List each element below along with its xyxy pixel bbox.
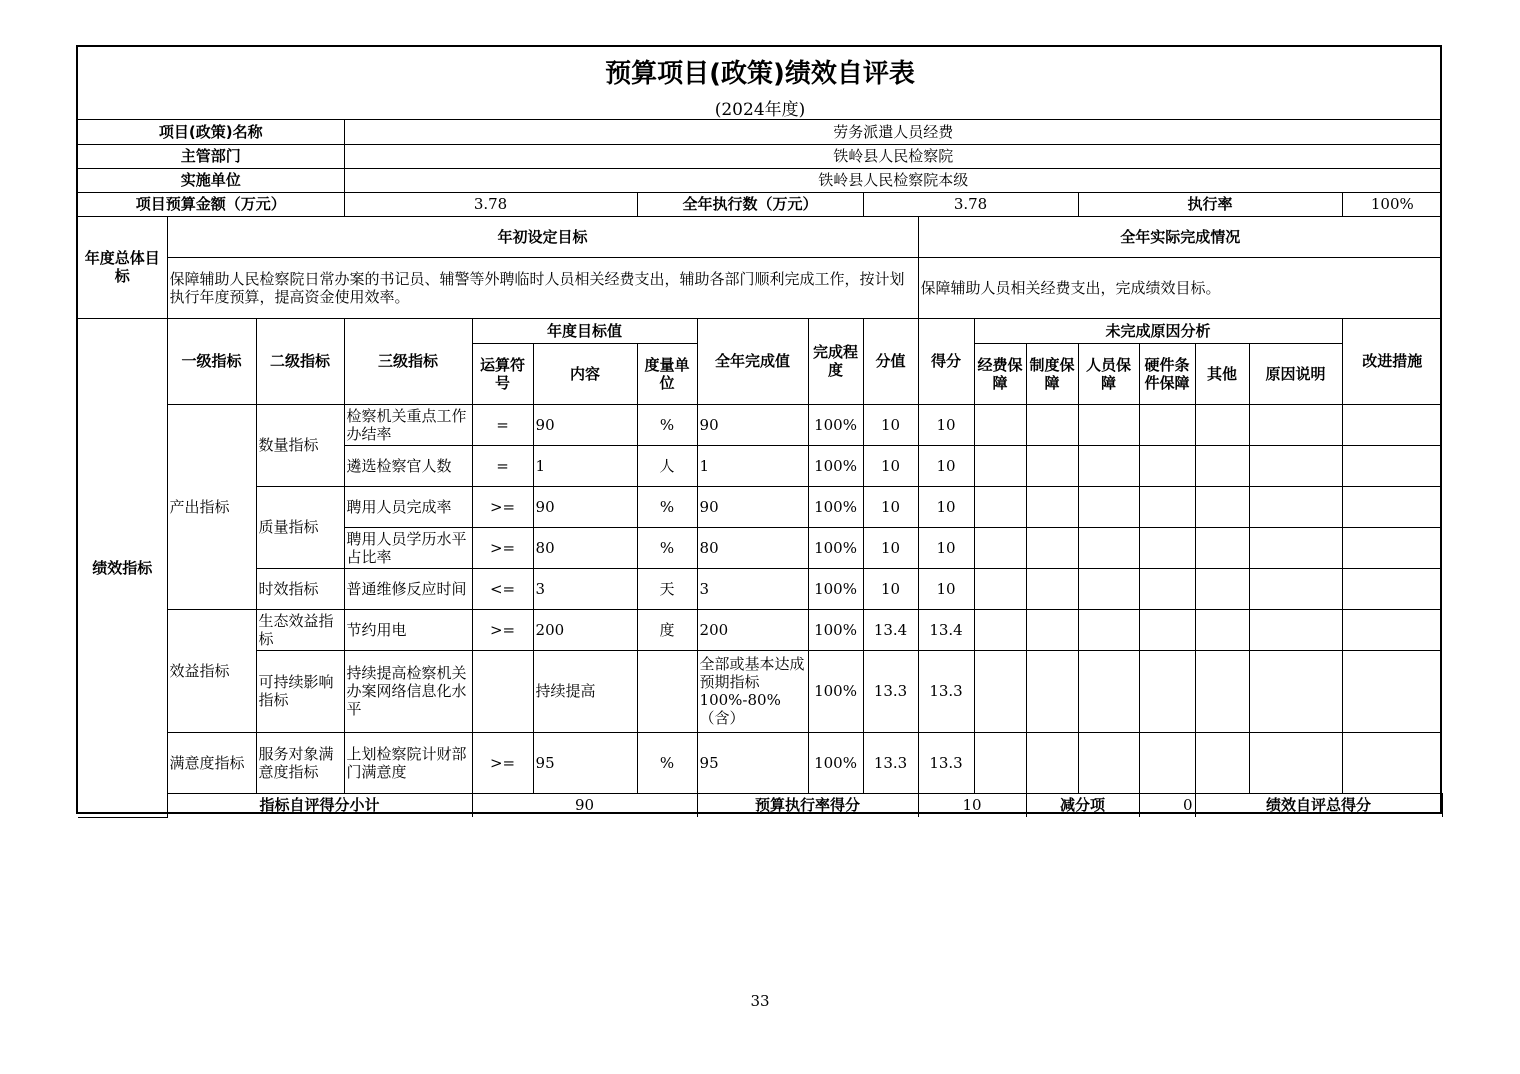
op-cell: >= <box>472 609 533 650</box>
reason-cell <box>974 609 1026 650</box>
reason-cell <box>1026 732 1078 793</box>
actual-cell: 95 <box>697 732 808 793</box>
op-cell <box>472 650 533 732</box>
indicator-row <box>78 609 1442 650</box>
reason-cell <box>1195 404 1249 445</box>
content-cell: 80 <box>533 527 637 568</box>
score-cell: 10 <box>918 527 974 568</box>
budget-label: 项目预算金额（万元） <box>78 192 344 216</box>
reason-cell <box>1026 650 1078 732</box>
level2-service-satisfaction: 服务对象满意度指标 <box>256 732 344 793</box>
reason-cell <box>1139 609 1195 650</box>
op-cell: >= <box>472 527 533 568</box>
header-improve: 改进措施 <box>1342 318 1442 404</box>
reason-cell <box>1139 568 1195 609</box>
actual-cell: 3 <box>697 568 808 609</box>
actual-cell: 1 <box>697 445 808 486</box>
reason-cell <box>974 568 1026 609</box>
improve-cell <box>1342 568 1442 609</box>
level3-name: 遴选检察官人数 <box>344 445 472 486</box>
reason-cell <box>1078 527 1139 568</box>
reason-cell <box>1139 445 1195 486</box>
level3-name: 检察机关重点工作办结率 <box>344 404 472 445</box>
header-content: 内容 <box>533 343 637 404</box>
header-reason-system: 制度保障 <box>1026 343 1078 404</box>
improve-cell <box>1342 650 1442 732</box>
reason-cell <box>1249 527 1342 568</box>
completion-cell: 100% <box>808 650 863 732</box>
reason-cell <box>1249 445 1342 486</box>
reason-cell <box>1026 445 1078 486</box>
level3-name: 聘用人员学历水平占比率 <box>344 527 472 568</box>
completion-cell: 100% <box>808 404 863 445</box>
level3-name: 上划检察院计财部门满意度 <box>344 732 472 793</box>
subtotal-label: 指标自评得分小计 <box>167 793 472 817</box>
score-cell: 13.3 <box>918 650 974 732</box>
completion-cell: 100% <box>808 486 863 527</box>
indicator-row <box>78 732 1442 793</box>
content-cell: 200 <box>533 609 637 650</box>
header-reason-funding: 经费保障 <box>974 343 1026 404</box>
completion-cell: 100% <box>808 568 863 609</box>
header-reason-note: 原因说明 <box>1249 343 1342 404</box>
indicator-row <box>78 650 1442 732</box>
content-cell: 3 <box>533 568 637 609</box>
budget-value: 3.78 <box>344 192 637 216</box>
value-cell: 10 <box>863 527 918 568</box>
reason-cell <box>1249 732 1342 793</box>
project-name-value: 劳务派遣人员经费 <box>344 120 1442 144</box>
score-cell: 10 <box>918 404 974 445</box>
reason-cell <box>1195 650 1249 732</box>
form-title: 预算项目(政策)绩效自评表 <box>605 59 915 89</box>
level1-output: 产出指标 <box>167 404 256 609</box>
info-row-budget <box>78 192 1442 216</box>
unit-cell: % <box>637 486 697 527</box>
content-cell: 90 <box>533 486 637 527</box>
unit-cell: 度 <box>637 609 697 650</box>
goal-actual-label: 全年实际完成情况 <box>918 216 1442 257</box>
completion-cell: 100% <box>808 609 863 650</box>
reason-cell <box>1026 486 1078 527</box>
score-cell: 13.3 <box>918 732 974 793</box>
reason-cell <box>1078 609 1139 650</box>
unit-cell: 天 <box>637 568 697 609</box>
level1-satisfaction: 满意度指标 <box>167 732 256 793</box>
level2-ecological: 生态效益指标 <box>256 609 344 650</box>
reason-cell <box>974 650 1026 732</box>
reason-cell <box>1139 486 1195 527</box>
content-cell: 1 <box>533 445 637 486</box>
reason-cell <box>1139 650 1195 732</box>
project-name-label: 项目(政策)名称 <box>78 120 344 144</box>
header-score-value: 分值 <box>863 318 918 404</box>
header-target-group: 年度目标值 <box>472 318 697 343</box>
reason-cell <box>974 732 1026 793</box>
goal-text-row <box>78 257 1442 318</box>
unit-cell: 人 <box>637 445 697 486</box>
completion-cell: 100% <box>808 445 863 486</box>
reason-cell <box>1078 568 1139 609</box>
level2-timeliness: 时效指标 <box>256 568 344 609</box>
reason-cell <box>1195 732 1249 793</box>
level2-sustainability: 可持续影响指标 <box>256 650 344 732</box>
header-completion: 完成程度 <box>808 318 863 404</box>
value-cell: 13.4 <box>863 609 918 650</box>
reason-cell <box>1195 609 1249 650</box>
value-cell: 10 <box>863 445 918 486</box>
header-reason-group: 未完成原因分析 <box>974 318 1342 343</box>
reason-cell <box>974 404 1026 445</box>
level3-name: 节约用电 <box>344 609 472 650</box>
rate-label: 执行率 <box>1078 192 1342 216</box>
header-score: 得分 <box>918 318 974 404</box>
header-level3: 三级指标 <box>344 318 472 404</box>
reason-cell <box>1195 445 1249 486</box>
subtotal-value: 90 <box>472 793 697 817</box>
op-cell: >= <box>472 486 533 527</box>
header-unit: 度量单位 <box>637 343 697 404</box>
reason-cell <box>1078 445 1139 486</box>
reason-cell <box>1078 404 1139 445</box>
improve-cell <box>1342 609 1442 650</box>
reason-cell <box>974 527 1026 568</box>
rate-value: 100% <box>1342 192 1442 216</box>
header-reason-other: 其他 <box>1195 343 1249 404</box>
reason-cell <box>1249 650 1342 732</box>
op-cell: <= <box>472 568 533 609</box>
reason-cell <box>1026 568 1078 609</box>
value-cell: 13.3 <box>863 650 918 732</box>
level2-quantity: 数量指标 <box>256 404 344 486</box>
actual-cell: 200 <box>697 609 808 650</box>
level3-name: 持续提高检察机关办案网络信息化水平 <box>344 650 472 732</box>
improve-cell <box>1342 732 1442 793</box>
value-cell: 10 <box>863 404 918 445</box>
reason-cell <box>1139 527 1195 568</box>
content-cell: 95 <box>533 732 637 793</box>
reason-cell <box>1139 732 1195 793</box>
content-cell: 90 <box>533 404 637 445</box>
actual-cell: 全部或基本达成预期指标100%-80%（含） <box>697 650 808 732</box>
total-score-label: 绩效自评总得分 <box>1195 793 1442 817</box>
budget-score-value: 10 <box>918 793 1026 817</box>
footer-row <box>78 793 1442 817</box>
reason-cell <box>1249 609 1342 650</box>
completion-cell: 100% <box>808 732 863 793</box>
actual-cell: 90 <box>697 404 808 445</box>
improve-cell <box>1342 486 1442 527</box>
title-block <box>78 47 1442 120</box>
header-op: 运算符号 <box>472 343 533 404</box>
annual-goal-label: 年度总体目标 <box>78 216 167 318</box>
header-actual: 全年完成值 <box>697 318 808 404</box>
improve-cell <box>1342 404 1442 445</box>
reason-cell <box>1195 527 1249 568</box>
evaluation-table <box>78 120 1442 818</box>
header-reason-staff: 人员保障 <box>1078 343 1139 404</box>
goal-header-row <box>78 216 1442 257</box>
evaluation-sheet <box>76 45 1442 814</box>
reason-cell <box>1078 650 1139 732</box>
page-number: 33 <box>750 992 770 1010</box>
info-row-unit <box>78 168 1442 192</box>
score-cell: 10 <box>918 486 974 527</box>
content-cell: 持续提高 <box>533 650 637 732</box>
score-cell: 13.4 <box>918 609 974 650</box>
form-year: (2024年度) <box>714 100 806 120</box>
level1-benefit: 效益指标 <box>167 609 256 732</box>
reason-cell <box>1249 568 1342 609</box>
actual-cell: 90 <box>697 486 808 527</box>
exec-value: 3.78 <box>863 192 1078 216</box>
op-cell: = <box>472 404 533 445</box>
reason-cell <box>1249 486 1342 527</box>
exec-label: 全年执行数（万元） <box>637 192 863 216</box>
reason-cell <box>1195 568 1249 609</box>
score-cell: 10 <box>918 445 974 486</box>
reason-cell <box>974 445 1026 486</box>
deduct-label: 减分项 <box>1026 793 1139 817</box>
dept-label: 主管部门 <box>78 144 344 168</box>
reason-cell <box>1249 404 1342 445</box>
header-level1: 一级指标 <box>167 318 256 404</box>
indicator-row <box>78 404 1442 445</box>
indicator-row <box>78 486 1442 527</box>
reason-cell <box>1078 486 1139 527</box>
header-reason-hardware: 硬件条件保障 <box>1139 343 1195 404</box>
indicator-row <box>78 568 1442 609</box>
value-cell: 13.3 <box>863 732 918 793</box>
indicator-header-row-1 <box>78 318 1442 343</box>
score-cell: 10 <box>918 568 974 609</box>
unit-value: 铁岭县人民检察院本级 <box>344 168 1442 192</box>
unit-cell <box>637 650 697 732</box>
info-row-dept <box>78 144 1442 168</box>
value-cell: 10 <box>863 486 918 527</box>
info-row-project <box>78 120 1442 144</box>
actual-cell: 80 <box>697 527 808 568</box>
header-level2: 二级指标 <box>256 318 344 404</box>
dept-value: 铁岭县人民检察院 <box>344 144 1442 168</box>
reason-cell <box>1139 404 1195 445</box>
unit-cell: % <box>637 404 697 445</box>
level3-name: 普通维修反应时间 <box>344 568 472 609</box>
level3-name: 聘用人员完成率 <box>344 486 472 527</box>
unit-cell: % <box>637 527 697 568</box>
level2-quality: 质量指标 <box>256 486 344 568</box>
reason-cell <box>1026 404 1078 445</box>
goal-initial-label: 年初设定目标 <box>167 216 918 257</box>
unit-cell: % <box>637 732 697 793</box>
reason-cell <box>974 486 1026 527</box>
value-cell: 10 <box>863 568 918 609</box>
improve-cell <box>1342 445 1442 486</box>
reason-cell <box>1026 527 1078 568</box>
op-cell: >= <box>472 732 533 793</box>
reason-cell <box>1078 732 1139 793</box>
completion-cell: 100% <box>808 527 863 568</box>
reason-cell <box>1026 609 1078 650</box>
unit-label: 实施单位 <box>78 168 344 192</box>
improve-cell <box>1342 527 1442 568</box>
reason-cell <box>1195 486 1249 527</box>
op-cell: = <box>472 445 533 486</box>
budget-score-label: 预算执行率得分 <box>697 793 918 817</box>
deduct-value: 0 <box>1139 793 1195 817</box>
goal-actual-text: 保障辅助人员相关经费支出，完成绩效目标。 <box>918 257 1442 318</box>
performance-indicator-label: 绩效指标 <box>78 318 167 817</box>
goal-initial-text: 保障辅助人民检察院日常办案的书记员、辅警等外聘临时人员相关经费支出，辅助各部门顺利完成工作，按计划执行年度预算，提高资金使用效率。 <box>167 257 918 318</box>
